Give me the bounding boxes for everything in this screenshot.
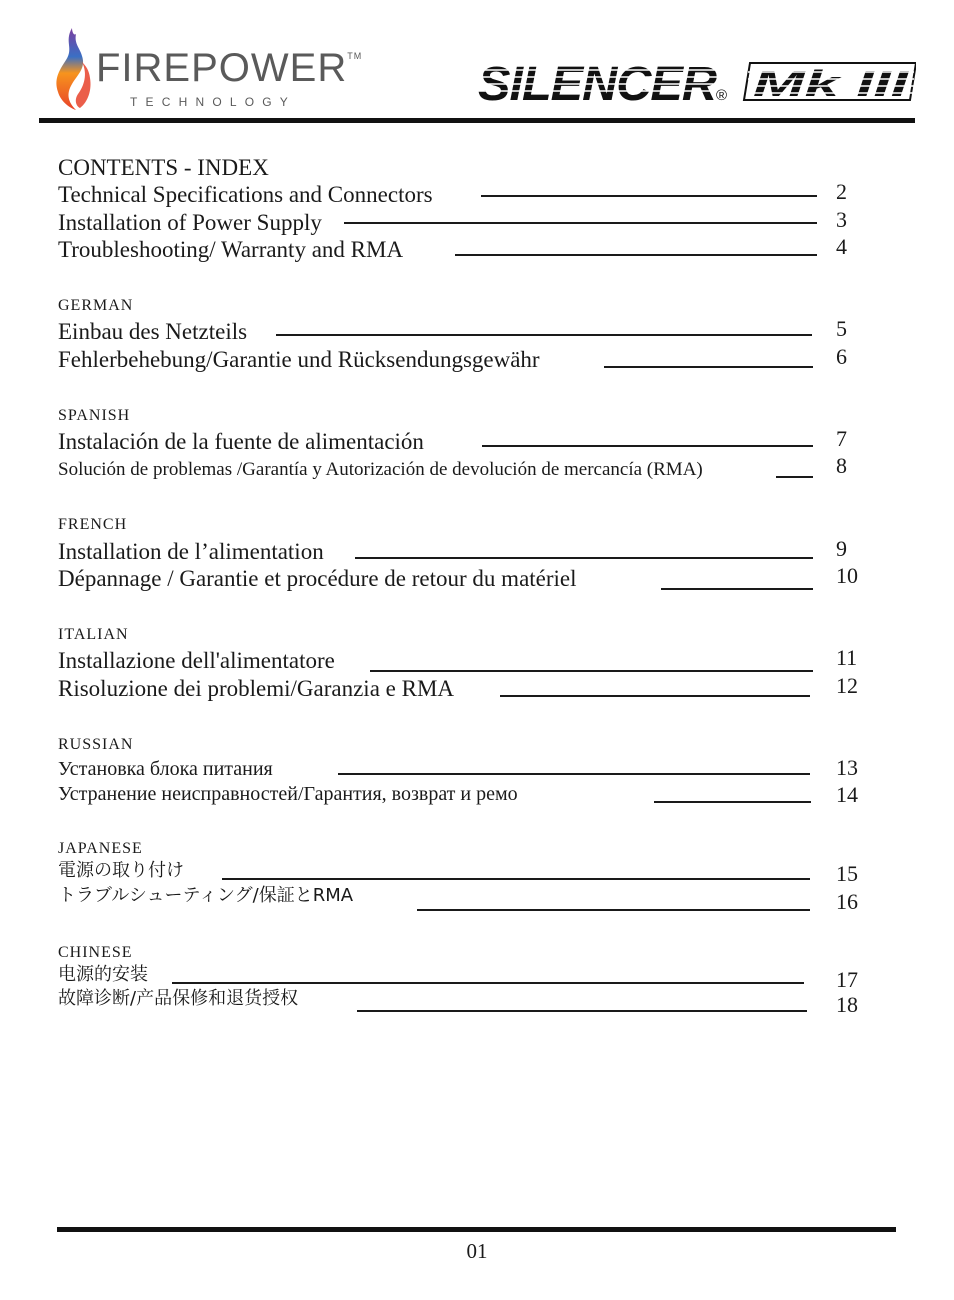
toc-page-number: 13: [836, 755, 858, 780]
silencer-mk-iii-logo: [478, 58, 916, 104]
toc-leader-line: [654, 801, 811, 803]
toc-page-number: 10: [836, 563, 858, 588]
firepower-flame-logo-icon: [52, 28, 92, 110]
toc-leader-line: [417, 909, 810, 911]
toc-entry[interactable]: Solución de problemas /Garantía y Autorización de devolución de mercancía (RMA): [58, 459, 703, 480]
toc-entry[interactable]: Fehlerbehebung/Garantie und Rücksendungsgewähr: [58, 347, 540, 372]
toc-page-number: 18: [836, 992, 858, 1017]
toc-entry[interactable]: 電源の取り付け: [58, 860, 184, 881]
toc-leader-line: [500, 695, 810, 697]
toc-page-number: 2: [836, 179, 847, 204]
toc-title: CONTENTS - INDEX: [58, 155, 269, 180]
toc-page-number: 5: [836, 316, 847, 341]
toc-entry[interactable]: Risoluzione dei problemi/Garanzia e RMA: [58, 676, 455, 701]
toc-page-number: 11: [836, 645, 858, 670]
toc-page-number: 14: [836, 782, 858, 807]
section-heading-spanish: SPANISH: [58, 407, 131, 424]
toc-entry[interactable]: Technical Specifications and Connectors: [58, 182, 433, 207]
section-heading-french: FRENCH: [58, 516, 128, 533]
toc-entry[interactable]: Installation of Power Supply: [58, 210, 322, 235]
toc-entry[interactable]: 电源的安装: [58, 964, 148, 985]
toc-page-number: 17: [836, 967, 858, 992]
toc-leader-line: [481, 195, 817, 197]
toc-leader-line: [222, 878, 810, 880]
header-divider: [39, 118, 915, 123]
svg-text:®: ®: [716, 87, 728, 104]
toc-entry[interactable]: Installation de l’alimentation: [58, 539, 324, 564]
toc-leader-line: [338, 773, 810, 775]
toc-leader-line: [355, 557, 813, 559]
toc-leader-line: [370, 670, 813, 672]
toc-entry[interactable]: 故障诊断/产品保修和退货授权: [58, 988, 299, 1009]
toc-entry[interactable]: Установка блока питания: [58, 758, 273, 780]
section-heading-german: GERMAN: [58, 297, 134, 314]
toc-entry[interactable]: Устранение неисправностей/Гарантия, возврат и ремо: [58, 783, 518, 805]
toc-leader-line: [482, 445, 813, 447]
toc-leader-line: [661, 588, 813, 590]
section-heading-chinese: CHINESE: [58, 944, 133, 961]
svg-text:SILENCER: SILENCER: [478, 58, 718, 104]
toc-leader-line: [776, 476, 813, 478]
toc-entry[interactable]: Dépannage / Garantie et procédure de retour du matériel: [58, 566, 577, 591]
toc-entry[interactable]: Troubleshooting/ Warranty and RMA: [58, 237, 404, 262]
toc-page-number: 8: [836, 453, 847, 478]
toc-leader-line: [276, 334, 812, 336]
svg-text:Mk III: Mk III: [753, 63, 910, 104]
section-heading-russian: RUSSIAN: [58, 736, 134, 753]
firepower-technology-subtitle: TECHNOLOGY: [130, 95, 297, 109]
toc-leader-line: [357, 1010, 807, 1012]
toc-page-number: 9: [836, 536, 847, 561]
toc-entry[interactable]: トラブルシューティング/保証とRMA: [58, 885, 354, 906]
toc-leader-line: [604, 366, 813, 368]
toc-entry[interactable]: Einbau des Netzteils: [58, 319, 248, 344]
footer-divider: [57, 1227, 896, 1232]
toc-page-number: 12: [836, 673, 858, 698]
toc-page-number: 7: [836, 426, 847, 451]
page-number: 01: [466, 1239, 488, 1263]
firepower-wordmark: FIREPOWER™: [96, 46, 363, 90]
section-heading-italian: ITALIAN: [58, 626, 129, 643]
toc-page-number: 16: [836, 889, 858, 914]
toc-leader-line: [344, 222, 817, 224]
toc-page-number: 6: [836, 344, 847, 369]
toc-page-number: 15: [836, 861, 858, 886]
toc-leader-line: [455, 254, 817, 256]
section-heading-japanese: JAPANESE: [58, 840, 143, 857]
toc-page-number: 3: [836, 207, 847, 232]
toc-page-number: 4: [836, 234, 847, 259]
toc-leader-line: [172, 982, 804, 984]
toc-entry[interactable]: Installazione dell'alimentatore: [58, 648, 335, 673]
toc-entry[interactable]: Instalación de la fuente de alimentación: [58, 429, 424, 454]
